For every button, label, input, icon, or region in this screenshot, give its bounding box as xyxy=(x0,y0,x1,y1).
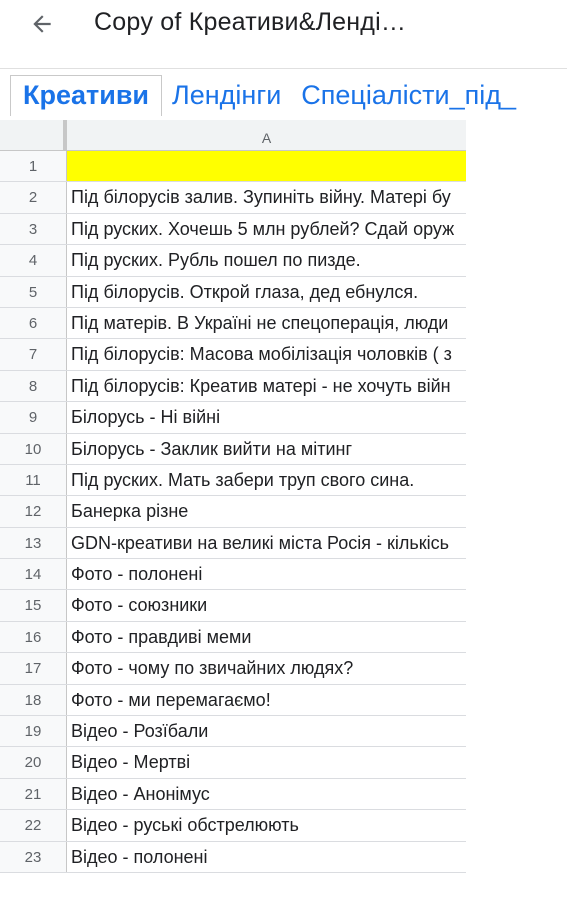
cell-a[interactable]: Відео - Анонімус xyxy=(71,783,210,804)
table-row xyxy=(0,810,466,841)
row-number[interactable]: 23 xyxy=(0,842,67,872)
row-number[interactable]: 21 xyxy=(0,779,67,809)
table-row xyxy=(0,151,466,182)
table-row xyxy=(0,434,466,465)
cell-a[interactable]: Відео - Мертві xyxy=(71,752,191,773)
row-number[interactable]: 7 xyxy=(0,339,67,369)
cell-a[interactable]: Банерка різне xyxy=(71,501,189,522)
table-row xyxy=(0,590,466,621)
table-row xyxy=(0,308,466,339)
select-all-corner[interactable] xyxy=(0,120,67,150)
row-number[interactable]: 13 xyxy=(0,528,67,558)
cell-a[interactable]: Відео - Розїбали xyxy=(71,721,209,742)
cell-a[interactable]: Білорусь - Ні війні xyxy=(71,407,221,428)
table-row xyxy=(0,402,466,433)
cell-a[interactable]: Відео - полонені xyxy=(71,846,208,867)
row-number[interactable]: 22 xyxy=(0,810,67,840)
sheet-tabs xyxy=(10,75,526,116)
row-number[interactable]: 11 xyxy=(0,465,67,495)
cell-a[interactable]: Під білорусів залив. Зупиніть війну. Матері бу xyxy=(71,187,451,208)
back-button[interactable] xyxy=(24,6,60,42)
table-row xyxy=(0,214,466,245)
cell-a[interactable]: Фото - правдиві меми xyxy=(71,626,252,647)
row-number[interactable]: 3 xyxy=(0,214,67,244)
row-number[interactable]: 9 xyxy=(0,402,67,432)
cell-a[interactable]: Під руских. Мать забери труп свого сина. xyxy=(71,469,415,490)
cell-a[interactable]: Під руских. Рубль пошел по пизде. xyxy=(71,250,361,271)
table-row xyxy=(0,277,466,308)
cell-a[interactable]: Під білорусів: Масова мобілізація чоловків ( з xyxy=(71,344,452,365)
table-row xyxy=(0,559,466,590)
arrow-left-icon xyxy=(29,11,55,37)
row-number[interactable]: 1 xyxy=(0,151,67,181)
table-row xyxy=(0,465,466,496)
cell-a[interactable]: Під матерів. В Україні не спецоперація, люди xyxy=(71,312,449,333)
cell-a[interactable]: Під білорусів: Креатив матері - не хочуть війн xyxy=(71,375,451,396)
top-app-bar xyxy=(0,0,567,56)
cell-a[interactable]: Фото - ми перемагаємо! xyxy=(71,689,271,710)
row-number[interactable]: 20 xyxy=(0,747,67,777)
cell-a[interactable] xyxy=(67,151,466,181)
column-header-bar xyxy=(0,120,466,151)
document-title: Copy of Креативи&Ленді… xyxy=(94,8,407,36)
row-number[interactable]: 14 xyxy=(0,559,67,589)
row-number[interactable]: 5 xyxy=(0,277,67,307)
row-number[interactable]: 19 xyxy=(0,716,67,746)
row-number[interactable]: 4 xyxy=(0,245,67,275)
column-header-a[interactable]: A xyxy=(261,130,272,146)
row-number[interactable]: 18 xyxy=(0,685,67,715)
cell-a[interactable]: Білорусь - Заклик вийти на мітинг xyxy=(71,438,353,459)
sheet-tabs-bar xyxy=(0,68,567,120)
cell-a[interactable]: Фото - чому по звичайних людях? xyxy=(71,658,354,679)
row-number[interactable]: 8 xyxy=(0,371,67,401)
table-row xyxy=(0,779,466,810)
table-row xyxy=(0,716,466,747)
table-row xyxy=(0,842,466,873)
row-number[interactable]: 15 xyxy=(0,590,67,620)
table-row xyxy=(0,371,466,402)
row-number[interactable]: 6 xyxy=(0,308,67,338)
tab-lendingy[interactable]: Лендінги xyxy=(172,80,282,110)
cell-a[interactable]: Під білорусів. Открой глаза, дед ебнулся. xyxy=(71,281,419,302)
cell-a[interactable]: Фото - полонені xyxy=(71,564,203,585)
grid-rows xyxy=(0,151,466,873)
table-row xyxy=(0,685,466,716)
cell-a[interactable]: Відео - руські обстрелюють xyxy=(71,815,299,836)
row-number[interactable]: 16 xyxy=(0,622,67,652)
row-number[interactable]: 10 xyxy=(0,434,67,464)
table-row xyxy=(0,245,466,276)
row-number[interactable]: 2 xyxy=(0,182,67,212)
tab-kreatyvy[interactable]: Креативи xyxy=(10,75,162,116)
cell-a[interactable]: GDN-креативи на великі міста Росія - кількісь xyxy=(71,532,449,553)
table-row xyxy=(0,653,466,684)
table-row xyxy=(0,496,466,527)
table-row xyxy=(0,339,466,370)
cell-a[interactable]: Фото - союзники xyxy=(71,595,208,616)
tab-spetsialisty[interactable]: Спеціалісти_під_ xyxy=(301,80,517,110)
table-row xyxy=(0,622,466,653)
table-row xyxy=(0,182,466,213)
table-row xyxy=(0,528,466,559)
cell-a[interactable]: Під руских. Хочешь 5 млн рублей? Сдай оруж xyxy=(71,218,455,239)
row-number[interactable]: 12 xyxy=(0,496,67,526)
row-number[interactable]: 17 xyxy=(0,653,67,683)
table-row xyxy=(0,747,466,778)
